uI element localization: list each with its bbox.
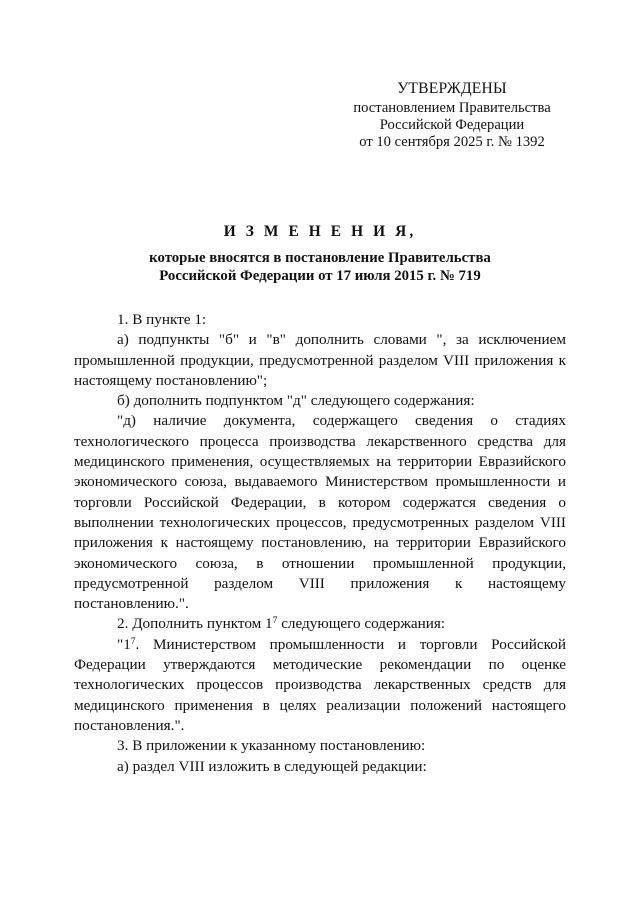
- document-subtitle-line: Российской Федерации от 17 июля 2015 г. № 719: [159, 268, 481, 284]
- document-title-block: [74, 222, 566, 285]
- superscript: 7: [130, 636, 136, 647]
- paragraph-text: 2. Дополнить пунктом 1: [117, 615, 273, 633]
- paragraph: "д) наличие документа, содержащего сведения о стадиях технологического процесса производства лекарственного средства для медицинского применения, осуществляемых на территории Евразийского экономического союза, выдаваемого Министерством промышленности и торговли Российской Федерации, в котором содержатся сведения о выполнении технологических процессов, предусмотренных разделом VIII приложения к настоящему постановлению, на территории Евразийского экономического союза, в отношении промышленной продукции, предусмотренной разделом VIII приложения к настоящему постановлению.".: [74, 412, 566, 613]
- document-body: [74, 310, 566, 777]
- document-subtitle-line: которые вносятся в постановление Правительства: [149, 250, 491, 266]
- approval-stamp: [340, 80, 564, 151]
- paragraph: [74, 635, 566, 736]
- paragraph: а) подпункты "б" и "в" дополнить словами ", за исключением промышленной продукции, предусмотренной разделом VIII приложения к настоящему постановлению";: [74, 331, 566, 389]
- paragraph-text: "1: [117, 635, 131, 653]
- approval-line: Российской Федерации: [379, 117, 525, 133]
- paragraph-text: следующего содержания:: [277, 615, 446, 633]
- paragraph: б) дополнить подпунктом "д" следующего содержания:: [117, 392, 475, 410]
- superscript: 7: [272, 616, 278, 627]
- paragraph: а) раздел VIII изложить в следующей редакции:: [117, 757, 427, 775]
- approval-date: от 10 сентября 2025 г. № 1392: [359, 134, 545, 150]
- paragraph: 3. В приложении к указанному постановлению:: [117, 737, 426, 755]
- paragraph-text: . Министерством промышленности и торговли Российской Федерации утверждаются методические рекомендации по оценке технологических процессов производства лекарственных средств для медицинского применения в целях реализации положений настоящего постановления.".: [74, 635, 566, 734]
- approval-title: УТВЕРЖДЕНЫ: [397, 80, 507, 97]
- paragraph: [74, 614, 566, 634]
- paragraph: 1. В пункте 1:: [117, 311, 207, 328]
- approval-line: постановлением Правительства: [353, 100, 551, 116]
- document-heading: И З М Е Н Е Н И Я,: [223, 223, 417, 240]
